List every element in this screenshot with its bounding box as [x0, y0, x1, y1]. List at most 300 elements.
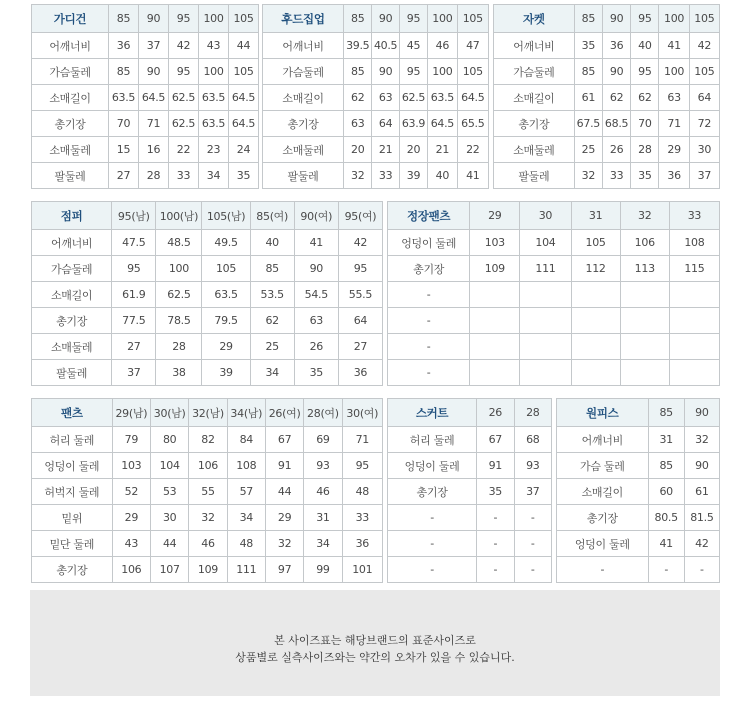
measurement-cell: 64	[689, 85, 719, 111]
measurement-cell: 20	[344, 137, 372, 163]
measurement-cell: 41	[457, 163, 488, 189]
measurement-cell: 68	[514, 427, 551, 453]
table-row	[388, 360, 720, 386]
table-row	[388, 505, 552, 531]
measurement-cell: 93	[514, 453, 551, 479]
measurement-cell: 16	[139, 137, 169, 163]
measurement-cell: 26	[602, 137, 630, 163]
row-label: 가슴둘레	[494, 59, 575, 85]
measurement-cell: 107	[151, 557, 189, 583]
row-label: 어깨너비	[263, 33, 344, 59]
row-label: 소매길이	[32, 282, 112, 308]
table-row	[388, 453, 552, 479]
size-header: 28	[514, 399, 551, 427]
measurement-cell: 104	[151, 453, 189, 479]
size-header: 29	[470, 202, 520, 230]
size-notice-line-1: 본 사이즈표는 해당브랜드의 표준사이즈로	[274, 634, 476, 647]
table-title: 스커트	[388, 399, 477, 427]
measurement-cell: 63.5	[428, 85, 457, 111]
measurement-cell: 105	[229, 59, 259, 85]
measurement-cell: 47	[457, 33, 488, 59]
measurement-cell: 90	[372, 59, 399, 85]
table-row	[388, 479, 552, 505]
table-header-row	[32, 399, 383, 427]
measurement-cell: 105	[571, 230, 620, 256]
measurement-cell: 57	[227, 479, 265, 505]
table-row	[388, 557, 552, 583]
measurement-cell: 72	[689, 111, 719, 137]
measurement-cell: 62	[344, 85, 372, 111]
measurement-cell: 95	[342, 453, 382, 479]
measurement-cell: -	[514, 505, 551, 531]
measurement-cell: 109	[189, 557, 227, 583]
table-row	[557, 505, 720, 531]
measurement-cell: 67	[477, 427, 514, 453]
row-label: -	[557, 557, 649, 583]
row-label: 총기장	[32, 308, 112, 334]
measurement-cell: 39.5	[344, 33, 372, 59]
measurement-cell: 63.5	[202, 282, 250, 308]
measurement-cell: 105	[689, 59, 719, 85]
measurement-cell: 82	[189, 427, 227, 453]
size-header: 105	[229, 5, 259, 33]
table-row	[388, 230, 720, 256]
measurement-cell: 63	[344, 111, 372, 137]
measurement-cell: 91	[265, 453, 303, 479]
row-label: 소매둘레	[32, 137, 109, 163]
table-row	[32, 308, 383, 334]
measurement-cell: 101	[342, 557, 382, 583]
table-row	[388, 334, 720, 360]
row-label: 엉덩이 둘레	[32, 453, 113, 479]
table-row	[557, 453, 720, 479]
measurement-cell	[669, 308, 719, 334]
measurement-cell: 27	[112, 334, 156, 360]
measurement-cell: -	[514, 557, 551, 583]
measurement-cell	[470, 360, 520, 386]
measurement-cell: 37	[689, 163, 719, 189]
table-title: 후드집업	[263, 5, 344, 33]
table-row	[32, 505, 383, 531]
table-row	[32, 334, 383, 360]
measurement-cell: 64	[338, 308, 382, 334]
measurement-cell: 111	[520, 256, 571, 282]
measurement-cell: 64.5	[457, 85, 488, 111]
table-row	[494, 111, 720, 137]
measurement-cell: 97	[265, 557, 303, 583]
row-label: 가슴둘레	[263, 59, 344, 85]
measurement-cell: 100	[659, 59, 689, 85]
row-label: -	[388, 334, 470, 360]
measurement-cell: 61	[684, 479, 719, 505]
table-row	[388, 308, 720, 334]
measurement-cell: 38	[156, 360, 202, 386]
measurement-cell: 40	[631, 33, 659, 59]
measurement-cell: 103	[470, 230, 520, 256]
measurement-cell: 63	[294, 308, 338, 334]
table-row	[557, 531, 720, 557]
table-row	[557, 479, 720, 505]
measurement-cell: 30	[151, 505, 189, 531]
table-row	[32, 479, 383, 505]
measurement-cell: 46	[428, 33, 457, 59]
row-label: 총기장	[32, 557, 113, 583]
measurement-cell: 78.5	[156, 308, 202, 334]
measurement-cell: 42	[169, 33, 199, 59]
measurement-cell: 60	[648, 479, 684, 505]
dress-pants-size-table	[387, 201, 720, 386]
measurement-cell: 33	[169, 163, 199, 189]
row-label: -	[388, 282, 470, 308]
measurement-cell: 15	[109, 137, 139, 163]
row-label: 어깨너비	[557, 427, 649, 453]
measurement-cell: 68.5	[602, 111, 630, 137]
measurement-cell: 31	[304, 505, 342, 531]
size-header: 85	[109, 5, 139, 33]
size-header: 85(여)	[250, 202, 294, 230]
table-title: 점퍼	[32, 202, 112, 230]
size-notice-line-2: 상품별로 실측사이즈와는 약간의 오차가 있을 수 있습니다.	[235, 651, 515, 664]
measurement-cell	[669, 360, 719, 386]
measurement-cell: 53.5	[250, 282, 294, 308]
measurement-cell: 67.5	[574, 111, 602, 137]
measurement-cell: 85	[109, 59, 139, 85]
measurement-cell: 35	[631, 163, 659, 189]
measurement-cell: 64	[372, 111, 399, 137]
table-row	[32, 360, 383, 386]
size-header: 26(여)	[265, 399, 303, 427]
measurement-cell: 43	[199, 33, 229, 59]
row-label: 가슴둘레	[32, 256, 112, 282]
measurement-cell: 46	[189, 531, 227, 557]
measurement-cell: 105	[202, 256, 250, 282]
measurement-cell: 112	[571, 256, 620, 282]
measurement-cell: 99	[304, 557, 342, 583]
measurement-cell: 28	[156, 334, 202, 360]
measurement-cell: 39	[399, 163, 427, 189]
table-row	[32, 137, 259, 163]
measurement-cell: 34	[227, 505, 265, 531]
measurement-cell: 90	[139, 59, 169, 85]
size-header: 85	[344, 5, 372, 33]
measurement-cell	[571, 308, 620, 334]
table-header-row	[557, 399, 720, 427]
measurement-cell: 35	[574, 33, 602, 59]
measurement-cell	[571, 282, 620, 308]
measurement-cell: 64.5	[229, 111, 259, 137]
row-label: -	[388, 308, 470, 334]
measurement-cell: 85	[648, 453, 684, 479]
measurement-cell: 34	[304, 531, 342, 557]
measurement-cell: 20	[399, 137, 427, 163]
size-header: 85	[574, 5, 602, 33]
measurement-cell: 80.5	[648, 505, 684, 531]
measurement-cell: 35	[477, 479, 514, 505]
measurement-cell: 29	[202, 334, 250, 360]
measurement-cell: 46	[304, 479, 342, 505]
measurement-cell: 111	[227, 557, 265, 583]
measurement-cell	[669, 334, 719, 360]
table-row	[494, 33, 720, 59]
measurement-cell: 27	[338, 334, 382, 360]
measurement-cell: 93	[304, 453, 342, 479]
measurement-cell: 32	[574, 163, 602, 189]
table-title: 원피스	[557, 399, 649, 427]
measurement-cell: 55	[189, 479, 227, 505]
measurement-cell: 40	[250, 230, 294, 256]
row-label: 엉덩이 둘레	[388, 453, 477, 479]
measurement-cell: 64.5	[428, 111, 457, 137]
measurement-cell: 30	[689, 137, 719, 163]
measurement-cell	[571, 334, 620, 360]
measurement-cell: 28	[631, 137, 659, 163]
row-label: -	[388, 557, 477, 583]
table-row	[32, 111, 259, 137]
table-row	[263, 33, 489, 59]
measurement-cell: 40	[428, 163, 457, 189]
row-label: 어깨너비	[32, 230, 112, 256]
row-label: 허벅지 둘레	[32, 479, 113, 505]
size-header: 90	[139, 5, 169, 33]
measurement-cell: 47.5	[112, 230, 156, 256]
measurement-cell: 36	[342, 531, 382, 557]
measurement-cell	[470, 308, 520, 334]
measurement-cell: 104	[520, 230, 571, 256]
measurement-cell: 24	[229, 137, 259, 163]
measurement-cell: 105	[457, 59, 488, 85]
size-notice-box	[30, 590, 720, 696]
measurement-cell: 69	[304, 427, 342, 453]
row-label: 어깨너비	[32, 33, 109, 59]
measurement-cell: 23	[199, 137, 229, 163]
measurement-cell: 55.5	[338, 282, 382, 308]
table-row	[32, 85, 259, 111]
measurement-cell: 90	[602, 59, 630, 85]
measurement-cell: 22	[457, 137, 488, 163]
table-row	[494, 59, 720, 85]
skirt-size-table	[387, 398, 552, 583]
measurement-cell: 100	[199, 59, 229, 85]
row-label: 소매길이	[263, 85, 344, 111]
row-label: 총기장	[388, 479, 477, 505]
measurement-cell: 95	[112, 256, 156, 282]
measurement-cell: -	[477, 505, 514, 531]
row-label: 허리 둘레	[32, 427, 113, 453]
table-row	[263, 59, 489, 85]
measurement-cell: 21	[428, 137, 457, 163]
measurement-cell: 64.5	[229, 85, 259, 111]
table-row	[388, 282, 720, 308]
table-title: 가디건	[32, 5, 109, 33]
row-label: 총기장	[263, 111, 344, 137]
table-header-row	[388, 202, 720, 230]
table-row	[388, 531, 552, 557]
size-header: 31	[571, 202, 620, 230]
table-row	[32, 557, 383, 583]
size-header: 90(여)	[294, 202, 338, 230]
measurement-cell: 62.5	[156, 282, 202, 308]
measurement-cell: 25	[250, 334, 294, 360]
row-label: 어깨너비	[494, 33, 575, 59]
table-row	[494, 137, 720, 163]
row-label: 총기장	[388, 256, 470, 282]
measurement-cell: 29	[112, 505, 150, 531]
size-header: 30(여)	[342, 399, 382, 427]
size-header: 28(여)	[304, 399, 342, 427]
table-header-row	[388, 399, 552, 427]
measurement-cell: 45	[399, 33, 427, 59]
measurement-cell	[620, 308, 669, 334]
measurement-cell: 28	[139, 163, 169, 189]
size-header: 26	[477, 399, 514, 427]
measurement-cell	[520, 308, 571, 334]
measurement-cell: 44	[265, 479, 303, 505]
measurement-cell	[520, 334, 571, 360]
table-row	[263, 137, 489, 163]
measurement-cell	[470, 282, 520, 308]
size-header: 29(남)	[112, 399, 150, 427]
measurement-cell	[620, 360, 669, 386]
size-header: 95	[169, 5, 199, 33]
row-label: -	[388, 531, 477, 557]
measurement-cell: 33	[342, 505, 382, 531]
size-header: 100	[659, 5, 689, 33]
table-header-row	[494, 5, 720, 33]
measurement-cell: 52	[112, 479, 150, 505]
measurement-cell: 79.5	[202, 308, 250, 334]
measurement-cell: 37	[112, 360, 156, 386]
size-header: 32	[620, 202, 669, 230]
table-row	[557, 557, 720, 583]
measurement-cell: 40.5	[372, 33, 399, 59]
measurement-cell: 109	[470, 256, 520, 282]
row-label: 가슴 둘레	[557, 453, 649, 479]
measurement-cell: 95	[631, 59, 659, 85]
measurement-cell: 29	[265, 505, 303, 531]
measurement-cell: 62	[602, 85, 630, 111]
size-header: 32(남)	[189, 399, 227, 427]
table-row	[32, 230, 383, 256]
size-header: 100	[199, 5, 229, 33]
measurement-cell: 42	[338, 230, 382, 256]
measurement-cell: 77.5	[112, 308, 156, 334]
row-label: 소매길이	[557, 479, 649, 505]
size-header: 105	[457, 5, 488, 33]
table-header-row	[263, 5, 489, 33]
measurement-cell: 36	[659, 163, 689, 189]
row-label: 소매길이	[32, 85, 109, 111]
table-title: 자켓	[494, 5, 575, 33]
size-header: 90	[372, 5, 399, 33]
measurement-cell: 108	[669, 230, 719, 256]
measurement-cell: 85	[250, 256, 294, 282]
measurement-cell: 79	[112, 427, 150, 453]
measurement-cell: 95	[169, 59, 199, 85]
row-label: 소매둘레	[263, 137, 344, 163]
measurement-cell: -	[477, 557, 514, 583]
size-header: 95	[399, 5, 427, 33]
measurement-cell: 63.9	[399, 111, 427, 137]
measurement-cell: 70	[631, 111, 659, 137]
size-header: 33	[669, 202, 719, 230]
table-row	[32, 163, 259, 189]
row-label: 밑단 둘레	[32, 531, 113, 557]
size-header: 85	[648, 399, 684, 427]
measurement-cell: 63	[659, 85, 689, 111]
measurement-cell: 32	[189, 505, 227, 531]
measurement-cell: 90	[684, 453, 719, 479]
onepiece-size-table	[556, 398, 720, 583]
table-row	[263, 85, 489, 111]
measurement-cell: 95	[399, 59, 427, 85]
table-title: 정장팬츠	[388, 202, 470, 230]
hoodzip-size-table	[262, 4, 489, 189]
measurement-cell	[520, 360, 571, 386]
measurement-cell: 41	[659, 33, 689, 59]
row-label: 소매둘레	[494, 137, 575, 163]
table-row	[32, 427, 383, 453]
table-row	[263, 111, 489, 137]
table-row	[32, 33, 259, 59]
table-row	[32, 256, 383, 282]
measurement-cell: 100	[156, 256, 202, 282]
measurement-cell: 34	[199, 163, 229, 189]
measurement-cell: 62.5	[169, 85, 199, 111]
measurement-cell: 49.5	[202, 230, 250, 256]
measurement-cell: 44	[229, 33, 259, 59]
measurement-cell: 84	[227, 427, 265, 453]
measurement-cell: 36	[109, 33, 139, 59]
measurement-cell: 35	[294, 360, 338, 386]
row-label: 팔둘레	[32, 360, 112, 386]
measurement-cell: 61.9	[112, 282, 156, 308]
measurement-cell: 39	[202, 360, 250, 386]
measurement-cell	[470, 334, 520, 360]
measurement-cell: 32	[265, 531, 303, 557]
measurement-cell	[669, 282, 719, 308]
measurement-cell: 115	[669, 256, 719, 282]
measurement-cell: 48.5	[156, 230, 202, 256]
measurement-cell: 91	[477, 453, 514, 479]
size-header: 100(남)	[156, 202, 202, 230]
measurement-cell: 103	[112, 453, 150, 479]
measurement-cell: 32	[344, 163, 372, 189]
table-row	[557, 427, 720, 453]
measurement-cell: -	[684, 557, 719, 583]
measurement-cell: 32	[684, 427, 719, 453]
measurement-cell: 65.5	[457, 111, 488, 137]
measurement-cell: 48	[342, 479, 382, 505]
measurement-cell	[620, 282, 669, 308]
size-header: 95(여)	[338, 202, 382, 230]
measurement-cell: 27	[109, 163, 139, 189]
table-title: 팬츠	[32, 399, 113, 427]
measurement-cell: 64.5	[139, 85, 169, 111]
measurement-cell: 29	[659, 137, 689, 163]
jumper-size-table	[31, 201, 383, 386]
measurement-cell: 85	[574, 59, 602, 85]
row-label: 가슴둘레	[32, 59, 109, 85]
measurement-cell: 42	[684, 531, 719, 557]
measurement-cell: 37	[139, 33, 169, 59]
measurement-cell: -	[477, 531, 514, 557]
measurement-cell: 62	[631, 85, 659, 111]
table-row	[32, 59, 259, 85]
measurement-cell: 25	[574, 137, 602, 163]
row-label: 소매길이	[494, 85, 575, 111]
cardigan-size-table	[31, 4, 259, 189]
table-header-row	[32, 202, 383, 230]
